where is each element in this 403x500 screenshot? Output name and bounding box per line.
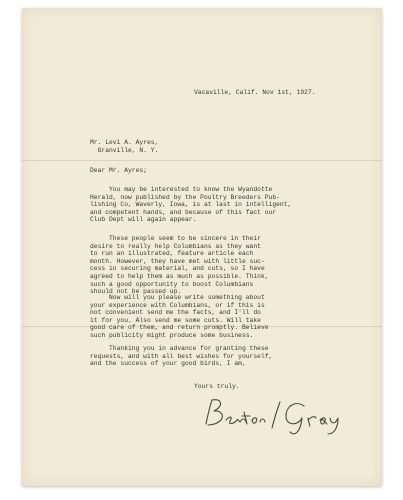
paper-fold-line (22, 160, 382, 161)
paragraph-line: such a good opportunity to boost Columbians (90, 280, 254, 288)
recipient-location: Granville, N. Y. (90, 146, 159, 154)
paragraph-line: You may be interested to know the Wyandotte (90, 186, 273, 193)
body-paragraph-1 (90, 186, 291, 224)
paragraph-line: Herald, now published by the Poultry Breeders Pub- (90, 193, 280, 201)
paragraph-line: Thanking you in advance for granting these (90, 345, 269, 352)
letter-date: Vacaville, Calif. Nov 1st, 1927. (194, 89, 316, 96)
paragraph-line: cess in securing material, and cuts, so I have (90, 265, 265, 273)
letter-paper (22, 8, 382, 486)
paragraph-line: lishing Co, Waverly, Iowa, is at last in intelligent, (90, 201, 292, 209)
paragraph-line: requests, and with all best wishes for yourself, (90, 352, 273, 360)
paragraph-line: These people seem to be sincere in their (90, 235, 261, 242)
body-paragraph-4 (90, 345, 272, 368)
body-paragraph-3 (90, 294, 269, 340)
paragraph-line: and competent hands, and because of this fact our (90, 208, 277, 216)
paragraph-line: it for you. Also send me some cuts. Will take (90, 316, 261, 324)
handwritten-signature (200, 394, 370, 436)
recipient-name: Mr. Levi A. Ayres, (90, 139, 159, 146)
paragraph-line: not convenient send me the facts, and I'll do (90, 309, 261, 317)
paragraph-line: Club Dept will again appear. (90, 216, 197, 224)
paragraph-line: month. However, they have met with little suc- (90, 257, 265, 265)
recipient-address (90, 139, 158, 154)
paragraph-line: to run an illustrated, feature article each (90, 250, 254, 258)
paragraph-line: your experience with Columbians, or if this is (90, 301, 265, 309)
body-paragraph-2 (90, 235, 269, 296)
paragraph-line: and the success of your good birds, I am, (90, 360, 246, 368)
closing: Yours truly. (194, 383, 240, 390)
paragraph-line: such publicity might produce some business. (90, 331, 254, 339)
paragraph-line: desire to really help Columbians as they want (90, 242, 261, 250)
paragraph-line: should not be passed up. (90, 288, 182, 296)
paragraph-line: agreed to help them as much as possible. Think, (90, 272, 269, 280)
paragraph-line: good care of them, and return promptly. Believe (90, 324, 269, 332)
paragraph-line: Now will you please write something about (90, 294, 265, 301)
salutation: Dear Mr. Ayres; (90, 167, 147, 174)
